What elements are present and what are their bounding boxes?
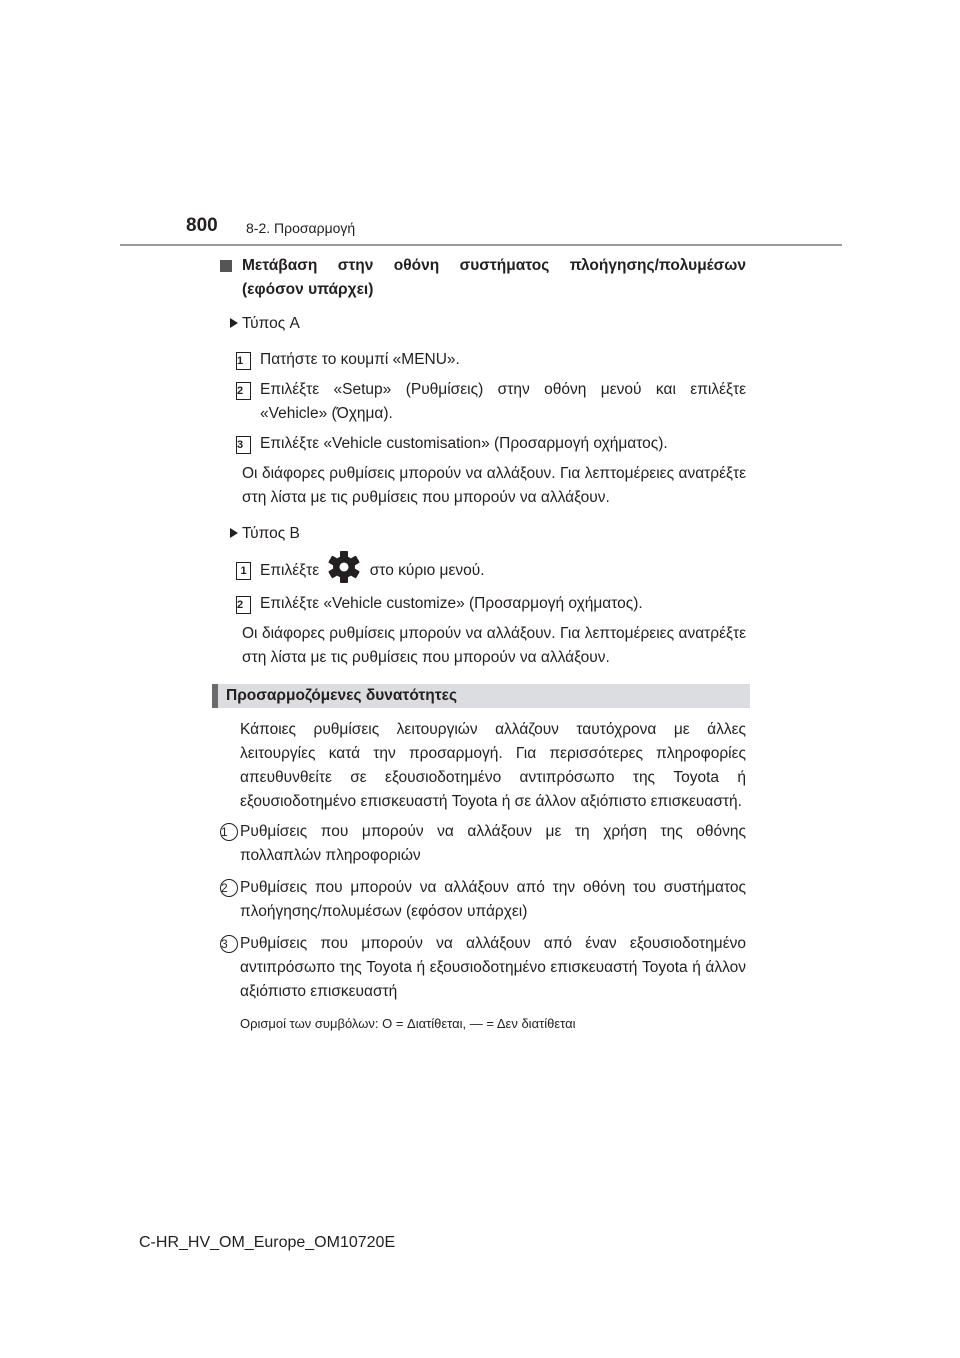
features-item-1 (218, 820, 746, 868)
step-text: Επιλέξτε «Vehicle customize» (Προσαρμογή οχήματος). (260, 595, 643, 612)
type-b-note: Οι διάφορες ρυθμίσεις μπορούν να αλλάξουν. Για λεπτομέρειες ανατρέξτε στη λίστα με τις ρυθμίσεις που μπορούν να αλλάξουν. (242, 625, 746, 666)
item-text: Ρυθμίσεις που μπορούν να αλλάξουν από την οθόνη του συστήματος πλοήγησης/πολυμέσων (εφόσον υπάρχει) (240, 879, 746, 920)
step-text-before-icon: Επιλέξτε (260, 562, 320, 580)
circle-number: 2 (220, 879, 238, 897)
circle-number: 3 (220, 935, 238, 953)
type-a-step-3 (218, 432, 746, 456)
heading-square-icon (220, 260, 232, 272)
type-a-label-text: Τύπος A (242, 315, 300, 332)
type-b-step-1 (218, 558, 746, 584)
type-a-note: Οι διάφορες ρυθμίσεις μπορούν να αλλάξουν. Για λεπτομέρειες ανατρέξτε στη λίστα με τις ρυθμίσεις που μπορούν να αλλάξουν. (242, 465, 746, 506)
page-number: 800 (186, 215, 218, 236)
step-number-box: 2 (236, 382, 251, 400)
item-text: Ρυθμίσεις που μπορούν να αλλάξουν με τη χρήση της οθόνης πολλαπλών πληροφοριών (240, 823, 746, 864)
features-item-2 (218, 876, 746, 924)
step-number-box: 3 (236, 436, 251, 454)
step-number-box: 2 (236, 596, 251, 614)
symbol-legend: Ορισμοί των συμβόλων: O = Διατίθεται, — = Δεν διατίθεται (240, 1016, 576, 1031)
type-a-step-1 (218, 348, 746, 372)
features-item-3 (218, 932, 746, 1004)
section-reference: 8-2. Προσαρμογή (246, 220, 356, 236)
step-text-after-icon: στο κύριο μενού. (369, 562, 485, 580)
type-b-label (218, 522, 746, 546)
step-number-box: 1 (236, 352, 251, 370)
type-a-label (218, 312, 746, 336)
item-text: Ρυθμίσεις που μπορούν να αλλάξουν από έναν εξουσιοδοτημένο αντιπρόσωπο της Toyota ή εξουσιοδοτημένο επισκευαστή Toyota ή άλλον αξιόπιστο επισκευαστή (240, 935, 746, 1000)
type-a-step-2 (218, 378, 746, 426)
gear-icon (327, 550, 361, 584)
features-section-title: Προσαρμοζόμενες δυνατότητες (226, 687, 458, 704)
step-number-box: 1 (236, 562, 251, 580)
document-id: C-HR_HV_OM_Europe_OM10720E (139, 1234, 396, 1251)
circle-number: 1 (220, 823, 238, 841)
nav-section-heading (218, 254, 746, 302)
nav-section-heading-text: Μετάβαση στην οθόνη συστήματος πλοήγησης/πολυμέσων (εφόσον υπάρχει) (242, 257, 746, 298)
step-text: Επιλέξτε «Vehicle customisation» (Προσαρμογή οχήματος). (260, 435, 668, 452)
type-b-label-text: Τύπος B (242, 525, 300, 542)
step-text: Πατήστε το κουμπί «MENU». (260, 351, 460, 368)
triangle-bullet-icon (230, 318, 238, 328)
step-text: Επιλέξτε «Setup» (Ρυθμίσεις) στην οθόνη μενού και επιλέξτε «Vehicle» (Όχημα). (260, 381, 746, 422)
features-intro: Κάποιες ρυθμίσεις λειτουργιών αλλάζουν ταυτόχρονα με άλλες λειτουργίες κατά την προσαρμογή. Για περισσότερες πληροφορίες απευθυνθείτε σε εξουσιοδοτημένο αντιπρόσωπο της Toyota ή εξουσιοδοτημένο επισκευαστή Toyota ή σε άλλον αξιόπιστο επισκευαστή. (240, 721, 746, 810)
triangle-bullet-icon (230, 528, 238, 538)
features-section-bar (212, 684, 750, 708)
main-content (218, 254, 746, 1036)
type-b-step-2 (218, 592, 746, 616)
header-divider (120, 244, 842, 246)
